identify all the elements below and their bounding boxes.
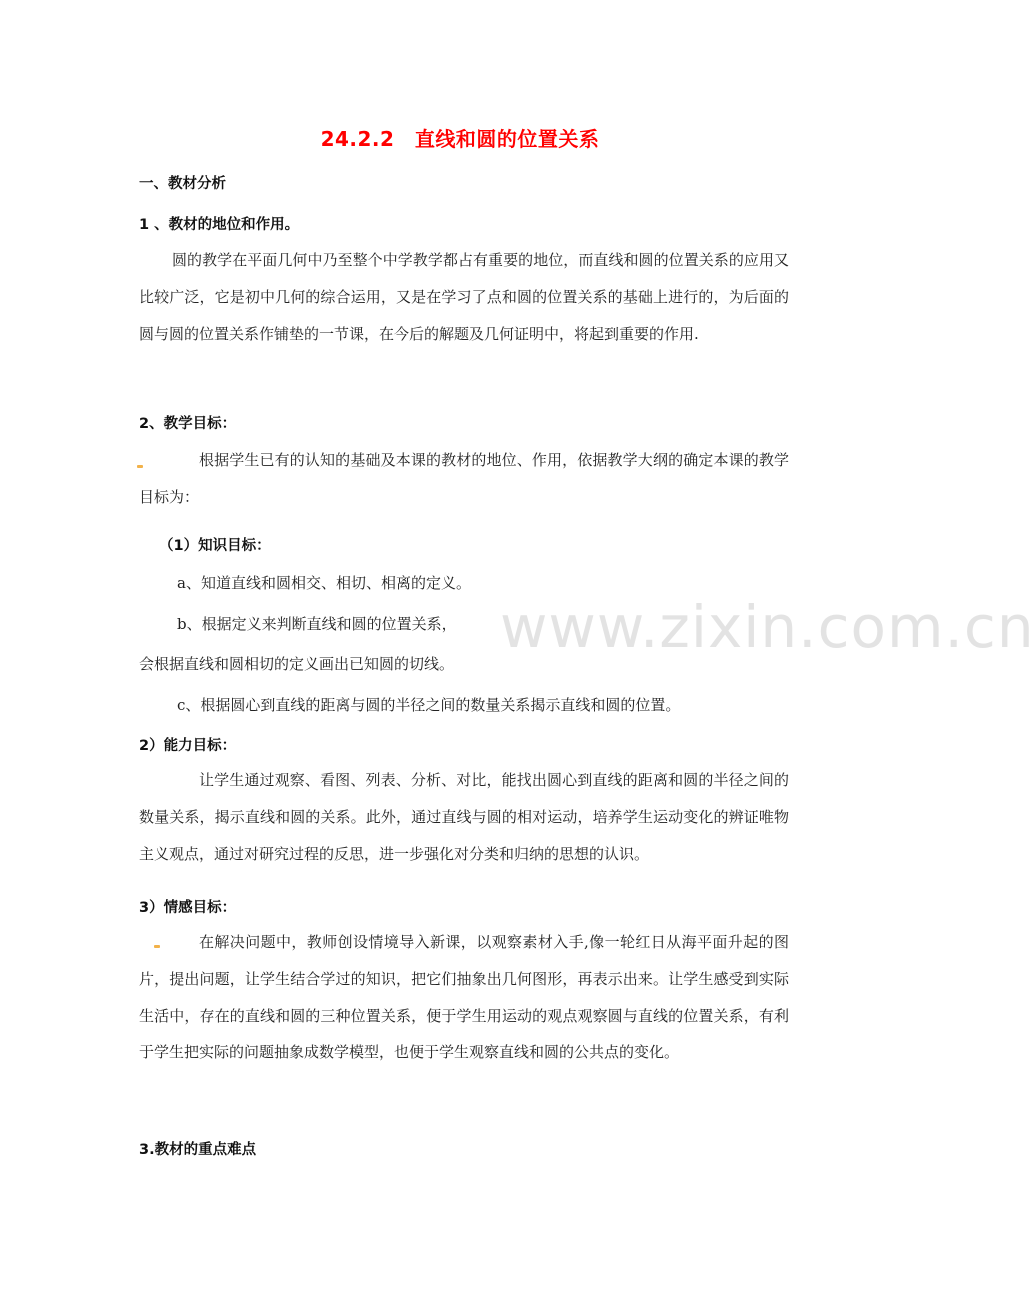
section-heading-1: 一、教材分析 [139,176,226,192]
ability-goals-heading: 2）能力目标： [139,738,237,754]
knowledge-item-b-continued: 会根据直线和圆相切的定义画出已知圆的切线。 [139,655,455,673]
paragraph-emotion-goals: 在解决问题中，教师创设情境导入新课，以观察素材入手,像一轮红日从海平面升起的图片，提出问题，让学生结合学过的知识，把它们抽象出几何图形，再表示出来。让学生感受到实际生活中，存在的直线和圆的三种位置关系，便于学生用运动的观点观察圆与直线的位置关系，有利于学生把实际的问题抽象成数学模型，也便于学生观察直线和圆的公共点的变化。 [139,933,789,1062]
emotion-goals-heading: 3）情感目标： [139,900,237,916]
watermark: www.zixin.com.cn [500,593,1035,661]
paragraph-role-of-material: 圆的教学在平面几何中乃至整个中学教学都占有重要的地位，而直线和圆的位置关系的应用又比较广泛，它是初中几何的综合运用，又是在学习了点和圆的位置关系的基础上进行的，为后面的圆与圆的位置关系作铺垫的一节课，在今后的解题及几何证明中，将起到重要的作用. [139,251,789,343]
knowledge-goals-heading: （1）知识目标： [159,538,271,554]
subsection-heading-3: 3.教材的重点难点 [139,1142,257,1158]
subsection-heading-2: 2、教学目标： [139,416,237,432]
paragraph-teaching-goals-intro: 根据学生已有的认知的基础及本课的教材的地位、作用，依据教学大纲的确定本课的教学目标为： [139,451,789,506]
document-title: 24.2.2 直线和圆的位置关系 [320,127,600,151]
knowledge-item-c: c、根据圆心到直线的距离与圆的半径之间的数量关系揭示直线和圆的位置。 [177,696,681,714]
subsection-heading-1: 1 、教材的地位和作用。 [139,217,300,233]
knowledge-item-a: a、知道直线和圆相交、相切、相离的定义。 [177,574,471,592]
knowledge-item-b: b、根据定义来判断直线和圆的位置关系， [177,615,457,633]
paragraph-ability-goals: 让学生通过观察、看图、列表、分析、对比，能找出圆心到直线的距离和圆的半径之间的数量关系，揭示直线和圆的关系。此外，通过直线与圆的相对运动，培养学生运动变化的辨证唯物主义观点，通过对研究过程的反思，进一步强化对分类和归纳的思想的认识。 [139,771,789,863]
